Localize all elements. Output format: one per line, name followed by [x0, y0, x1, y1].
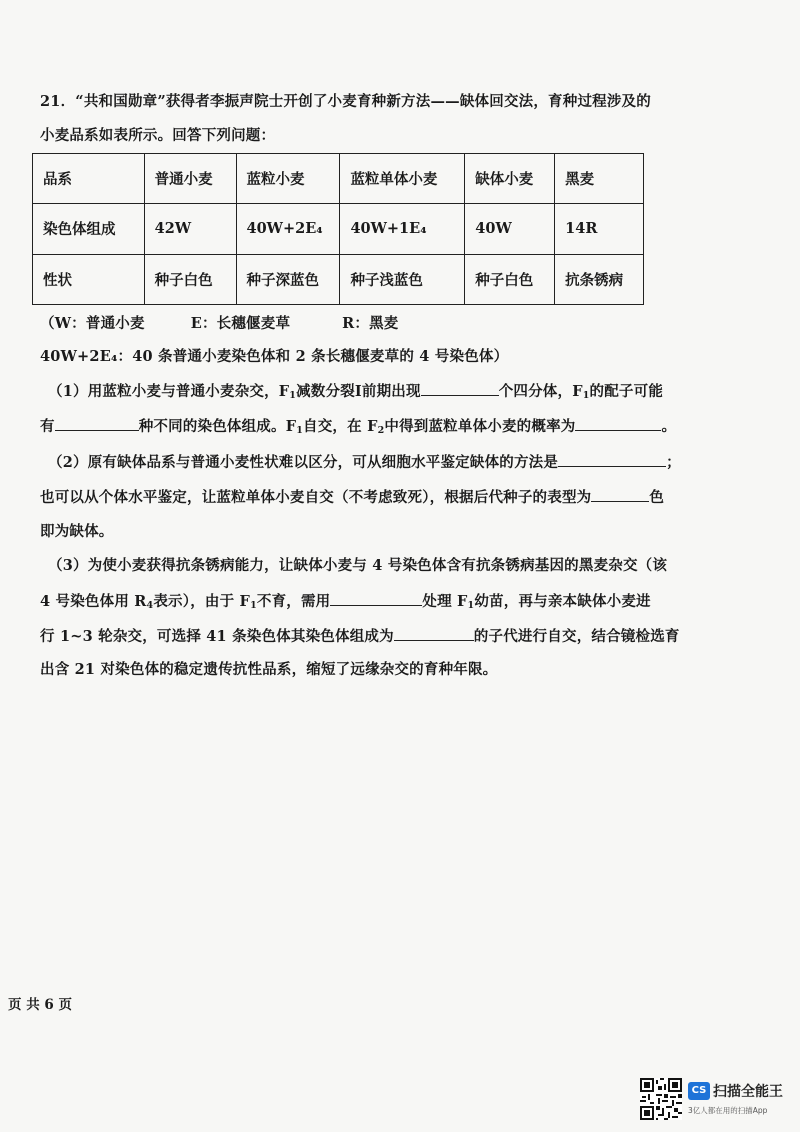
table-cell: 14R [555, 204, 644, 254]
q2-line-1: （2）原有缺体品系与普通小麦性状难以区分，可从细胞水平鉴定缺体的方法是 ； [48, 454, 681, 471]
table-cell: 抗条锈病 [555, 254, 644, 304]
wheat-strain-table [32, 153, 644, 305]
q2-line-3: 即为缺体。 [40, 523, 114, 540]
answer-blank[interactable] [394, 626, 474, 641]
table-cell: 品系 [33, 154, 145, 204]
answer-blank[interactable] [591, 487, 649, 502]
table-cell: 缺体小麦 [465, 154, 555, 204]
qr-code-icon [640, 1078, 682, 1120]
answer-blank[interactable] [558, 452, 666, 467]
table-cell: 黑麦 [555, 154, 644, 204]
legend-w: （W：普通小麦 [40, 315, 145, 332]
table-cell: 42W [144, 204, 236, 254]
question-line-1: 21．“共和国勋章”获得者李振声院士开创了小麦育种新方法——缺体回交法，育种过程涉及的 [40, 93, 651, 110]
table-row [33, 254, 644, 304]
legend-r: R：黑麦 [342, 315, 399, 332]
answer-blank[interactable] [330, 591, 422, 606]
table-cell: 普通小麦 [144, 154, 236, 204]
table-cell: 染色体组成 [33, 204, 145, 254]
table-cell: 种子浅蓝色 [340, 254, 465, 304]
q3-line-3: 行 1~3 轮杂交，可选择 41 条染色体其染色体组成为 的子代进行自交，结合镜检选育 [40, 628, 680, 645]
table-cell: 性状 [33, 254, 145, 304]
answer-blank[interactable] [575, 416, 661, 431]
question-line-2: 小麦品系如表所示。回答下列问题： [40, 127, 276, 144]
q1-line-2: 有 种不同的染色体组成。$F_1$自交，在 $F_2$中得到蓝粒单体小麦的概率为 。 [40, 418, 677, 436]
legend-e: E：长穗偃麦草 [190, 315, 291, 332]
legend-line [40, 314, 399, 334]
scanner-subtitle: 3亿人都在用的扫描App [688, 1106, 768, 1115]
table-cell: 40W+1E₄ [340, 204, 465, 254]
table-cell: 蓝粒单体小麦 [340, 154, 465, 204]
q3-line-1: （3）为使小麦获得抗条锈病能力，让缺体小麦与 4 号染色体含有抗条锈病基因的黑麦杂交（该 [48, 557, 668, 574]
table-row [33, 204, 644, 254]
table-cell: 种子深蓝色 [236, 254, 340, 304]
scanner-watermark [640, 1078, 790, 1122]
scanner-title: 扫描全能王 [713, 1084, 783, 1100]
table-cell: 种子白色 [144, 254, 236, 304]
table-cell: 40W+2E₄ [236, 204, 340, 254]
q2-line-2: 也可以从个体水平鉴定，让蓝粒单体小麦自交（不考虑致死），根据后代种子的表型为 色 [40, 489, 665, 506]
q3-line-4: 出含 21 对染色体的稳定遗传抗性品系，缩短了远缘杂交的育种年限。 [40, 661, 498, 678]
table-cell: 种子白色 [465, 254, 555, 304]
q3-line-2: 4 号染色体用 $R_4$表示），由于 $F_1$不育，需用 处理 $F_1$幼苗，再与亲本缺体小麦进 [40, 593, 651, 611]
table-cell: 蓝粒小麦 [236, 154, 340, 204]
answer-blank[interactable] [421, 381, 499, 396]
page-footer: 页 共 6 页 [8, 997, 72, 1013]
answer-blank[interactable] [55, 416, 139, 431]
table-row [33, 154, 644, 204]
table-cell: 40W [465, 204, 555, 254]
camscanner-logo-icon: CS [688, 1082, 710, 1100]
legend-note: 40W+2E₄：40 条普通小麦染色体和 2 条长穗偃麦草的 4 号染色体） [40, 348, 509, 365]
q1-line-1: （1）用蓝粒小麦与普通小麦杂交，$F_1$减数分裂Ⅰ前期出现 个四分体，$F_1$的配子可能 [48, 383, 664, 401]
